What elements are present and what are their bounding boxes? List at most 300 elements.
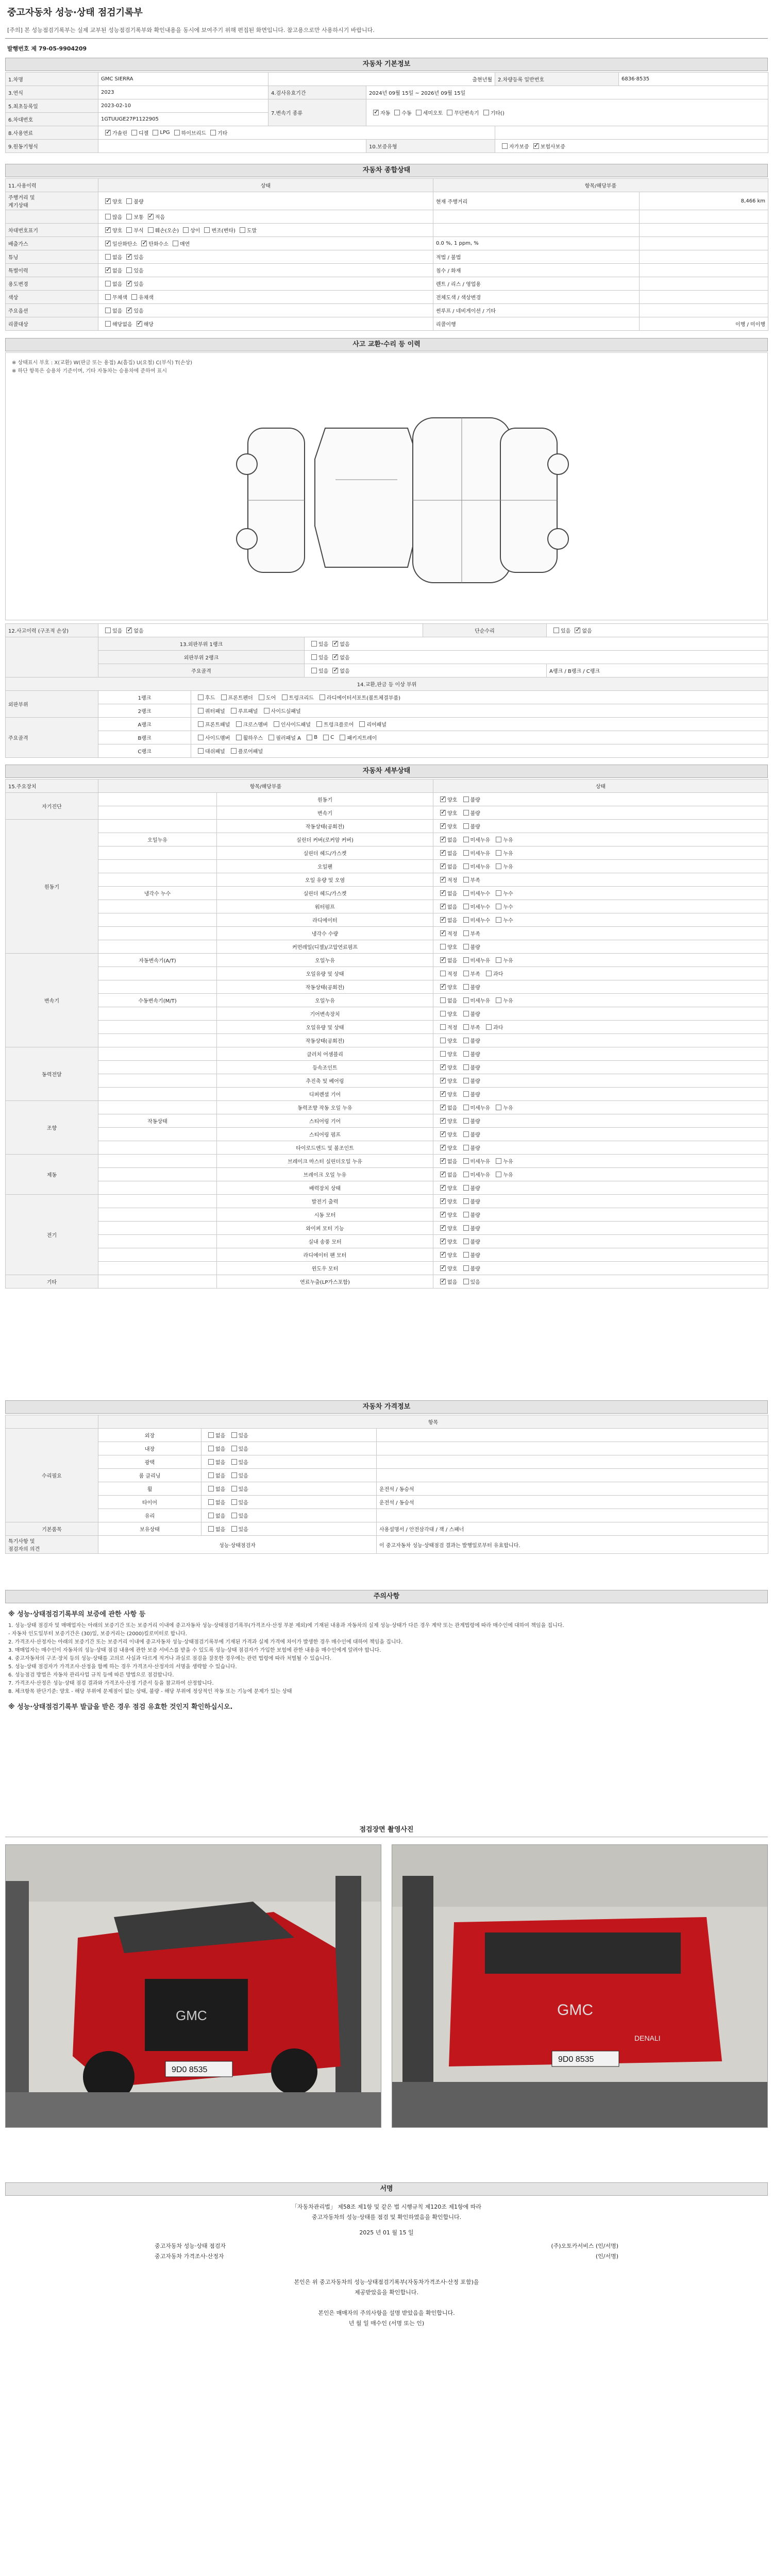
checkbox bbox=[126, 254, 132, 260]
status-options bbox=[201, 1496, 377, 1509]
checkbox-label: 적음 bbox=[155, 215, 165, 221]
checkbox-label: 누유 bbox=[503, 1159, 513, 1165]
checkbox-label: 양호 bbox=[447, 945, 458, 951]
checkbox-label: 누유 bbox=[503, 838, 513, 843]
table-row bbox=[6, 1061, 768, 1074]
status-options bbox=[433, 1235, 768, 1248]
checkbox bbox=[463, 1024, 469, 1030]
status-options bbox=[433, 1088, 768, 1101]
row-value bbox=[640, 277, 768, 291]
table-row bbox=[6, 624, 768, 637]
notice-line: 4. 중고자동차의 구조·장치 등의 성능·상태를 고의로 사실과 다르게 적거나 과실로 점검을 잘못한 경우에는 관련 법령에 따라 처벌될 수 있습니다. bbox=[8, 1656, 331, 1662]
checkbox bbox=[463, 1038, 469, 1043]
row-extra: 썬루프 / 네비게이션 / 기타 bbox=[433, 304, 640, 317]
checkbox bbox=[440, 823, 446, 829]
checkbox bbox=[440, 850, 446, 856]
checkbox-label: 불량 bbox=[470, 1092, 480, 1098]
checkbox bbox=[173, 241, 178, 246]
checkbox bbox=[463, 904, 469, 909]
checkbox bbox=[208, 1459, 214, 1465]
row-label bbox=[6, 210, 98, 224]
table-header-row bbox=[6, 179, 768, 192]
checkbox-label: 없음 bbox=[447, 918, 458, 924]
checkbox-label: 있음 bbox=[561, 629, 571, 634]
checkbox-label: 매연 bbox=[179, 242, 190, 247]
status-options bbox=[433, 940, 768, 954]
status-options bbox=[433, 793, 768, 806]
checkbox-label: 플로어패널 bbox=[238, 749, 263, 755]
column-header: 항목 bbox=[98, 1415, 768, 1429]
item-label: 연료누출(LP가스포함) bbox=[217, 1275, 433, 1289]
notice-line: 5. 성능·상태 점검자가 가격조사·산정을 함께 하는 경우 가격조사·산정자의 서명을 생략할 수 있습니다. bbox=[8, 1664, 237, 1670]
checkbox-label: 프론트패널 bbox=[205, 722, 230, 728]
checkbox bbox=[259, 694, 264, 700]
table-row bbox=[6, 317, 768, 331]
table-row bbox=[6, 86, 768, 99]
checkbox bbox=[440, 810, 446, 816]
item-label: 와이퍼 모터 기능 bbox=[217, 1222, 433, 1235]
row-label: 단순수리 bbox=[423, 624, 547, 637]
checkbox-label: 불량 bbox=[470, 1146, 480, 1151]
section-sign: 서명 bbox=[5, 2182, 768, 2196]
checkbox bbox=[440, 1198, 446, 1204]
row-extra bbox=[377, 1442, 768, 1455]
row-label: 리콜대상 bbox=[6, 317, 98, 331]
table-row bbox=[6, 250, 768, 264]
checkbox bbox=[483, 110, 489, 115]
wheel-icon bbox=[548, 454, 568, 474]
checkbox-label: 불량 bbox=[470, 1012, 480, 1018]
sub-label: 작동상태 bbox=[98, 1114, 217, 1128]
table-row bbox=[6, 873, 768, 887]
sub-label bbox=[98, 806, 217, 820]
checkbox-label: B bbox=[314, 735, 318, 740]
outer-rank2-options bbox=[305, 651, 768, 664]
checkbox-label: 있음 bbox=[318, 642, 329, 648]
status-options bbox=[201, 1429, 377, 1442]
checkbox bbox=[486, 971, 492, 976]
table-row bbox=[6, 1509, 768, 1522]
table-row bbox=[6, 1429, 768, 1442]
checkbox bbox=[502, 143, 508, 149]
checkbox-label: 미세누유 bbox=[470, 838, 491, 843]
checkbox-label: 없음 bbox=[582, 629, 592, 634]
sub-label bbox=[98, 1061, 217, 1074]
item-label: 실내 송풍 모터 bbox=[217, 1235, 433, 1248]
checkbox bbox=[463, 1172, 469, 1177]
table-row bbox=[6, 651, 768, 664]
table-row bbox=[6, 1047, 768, 1061]
notice-line: 3. 매매업자는 매수인이 자동차의 성능·상태 점검 내용에 관한 보증 서비스를 받을 수 있도록 성능·상태 점검자가 가입한 보험에 관한 내용을 매수인에게 알려야 합니다. bbox=[8, 1648, 381, 1653]
checkbox bbox=[105, 308, 111, 313]
checkbox-label: 불량 bbox=[470, 945, 480, 951]
checkbox bbox=[231, 1472, 237, 1478]
warning-note: [주의] 본 성능점검기록부는 실제 교부된 성능점검기록부와 확인내용을 동시에 보여주기 위해 편집된 화면입니다. 참고용으로만 사용하시기 바랍니다. bbox=[7, 27, 375, 33]
checkbox bbox=[463, 1185, 469, 1191]
status-options bbox=[98, 224, 433, 237]
row-label: 7.변속기 종류 bbox=[268, 99, 366, 126]
table-header-row bbox=[6, 1415, 768, 1429]
checkbox bbox=[208, 1513, 214, 1518]
checkbox bbox=[126, 198, 132, 204]
checkbox bbox=[463, 1051, 469, 1057]
checkbox bbox=[463, 890, 469, 896]
checkbox-label: 부족 bbox=[470, 1025, 480, 1031]
sub-label bbox=[98, 873, 217, 887]
status-options bbox=[433, 1021, 768, 1034]
row-label: 출현년월 bbox=[268, 73, 495, 86]
checkbox bbox=[463, 1239, 469, 1244]
table-row bbox=[6, 1101, 768, 1114]
group-label: 동력전달 bbox=[6, 1047, 98, 1101]
checkbox-label: 사이드실패널 bbox=[271, 709, 301, 715]
checkbox-label: 불량 bbox=[470, 1039, 480, 1044]
checkbox bbox=[463, 1011, 469, 1016]
table-row bbox=[6, 1522, 768, 1536]
checkbox-label: 있음 bbox=[470, 1280, 480, 1285]
rank-label: 1랭크 bbox=[98, 691, 191, 704]
item-label: 기어변속장치 bbox=[217, 1007, 433, 1021]
checkbox bbox=[311, 654, 317, 660]
checkbox-label: 양호 bbox=[112, 228, 123, 234]
checkbox bbox=[440, 1279, 446, 1284]
checkbox bbox=[126, 281, 132, 286]
checkbox bbox=[463, 796, 469, 802]
checkbox bbox=[440, 904, 446, 909]
inspection-photo-rear bbox=[392, 1844, 768, 2128]
status-options bbox=[433, 1208, 768, 1222]
warranty-options bbox=[495, 140, 768, 153]
checkbox bbox=[440, 877, 446, 883]
status-options bbox=[433, 1155, 768, 1168]
checkbox bbox=[496, 1105, 501, 1110]
checkbox bbox=[373, 110, 379, 115]
remark: 이 중고자동차 성능·상태점검 결과는 발행일로부터 유효합니다. bbox=[377, 1536, 768, 1554]
row-label: 배출가스 bbox=[6, 237, 98, 250]
checkbox-label: 보험사보증 bbox=[540, 144, 565, 150]
status-options bbox=[201, 1522, 377, 1536]
sub-label bbox=[98, 860, 217, 873]
checkbox bbox=[221, 694, 227, 700]
sign-text: 본인은 매매자의 주의사항을 설명 받았음을 확인합니다. bbox=[318, 2310, 455, 2316]
frame-options bbox=[305, 664, 547, 677]
checkbox-label: 미세누유 bbox=[470, 998, 491, 1004]
table-row bbox=[6, 224, 768, 237]
checkbox-label: 부족 bbox=[470, 878, 480, 884]
checkbox bbox=[126, 628, 132, 633]
status-options bbox=[433, 846, 768, 860]
transmission-options bbox=[366, 99, 768, 126]
checkbox bbox=[533, 143, 539, 149]
checkbox bbox=[496, 917, 501, 923]
status-options bbox=[433, 927, 768, 940]
table-row bbox=[6, 1034, 768, 1047]
checkbox-label: 트렁크리드 bbox=[289, 696, 314, 701]
checkbox-label: 양호 bbox=[447, 1052, 458, 1058]
sub-label bbox=[98, 1034, 217, 1047]
checkbox bbox=[463, 1064, 469, 1070]
table-row bbox=[6, 927, 768, 940]
checkbox-label: 루프패널 bbox=[238, 709, 258, 715]
damage-diagram bbox=[5, 352, 768, 620]
checkbox-label: 후드 bbox=[205, 696, 215, 701]
checkbox bbox=[198, 735, 204, 740]
checkbox bbox=[183, 227, 189, 233]
item-label: 시동 모터 bbox=[217, 1208, 433, 1222]
table-row bbox=[6, 1088, 768, 1101]
checkbox-label: 디젤 bbox=[138, 131, 149, 137]
table-row bbox=[6, 277, 768, 291]
checkbox bbox=[231, 1446, 237, 1451]
checkbox-label: 없음 bbox=[133, 629, 144, 634]
checkbox-label: 없음 bbox=[447, 851, 458, 857]
status-options bbox=[433, 967, 768, 980]
row-extra bbox=[377, 1455, 768, 1469]
sub-label bbox=[98, 1021, 217, 1034]
checkbox-label: 패키지트레이 bbox=[347, 736, 377, 741]
checkbox bbox=[440, 1064, 446, 1070]
checkbox-label: 트렁크플로어 bbox=[324, 722, 354, 728]
outer-rank1-options bbox=[305, 637, 768, 651]
table-row bbox=[6, 677, 768, 691]
item-label: 오일팬 bbox=[217, 860, 433, 873]
row-extra bbox=[377, 1469, 768, 1482]
table-row bbox=[6, 691, 768, 704]
sub-label: 수동변속기(M/T) bbox=[98, 994, 217, 1007]
checkbox bbox=[105, 628, 111, 633]
checkbox bbox=[268, 735, 274, 740]
row-label: 12.사고이력 (구조적 손상) bbox=[6, 624, 98, 637]
checkbox-label: 프론트펜더 bbox=[228, 696, 253, 701]
table-row bbox=[6, 1021, 768, 1034]
row-extra: 적법 / 불법 bbox=[433, 250, 640, 264]
table-row bbox=[6, 1455, 768, 1469]
checkbox bbox=[105, 254, 111, 260]
table-row bbox=[6, 793, 768, 806]
row-extra bbox=[433, 210, 640, 224]
checkbox bbox=[231, 1459, 237, 1465]
checkbox bbox=[440, 1212, 446, 1217]
checkbox bbox=[440, 1038, 446, 1043]
group-label: 수리필요 bbox=[6, 1429, 98, 1522]
checkbox bbox=[148, 214, 154, 219]
status-options bbox=[201, 1509, 377, 1522]
item-label: 오일누유 bbox=[217, 994, 433, 1007]
checkbox-label: 없음 bbox=[112, 268, 123, 274]
table-row bbox=[6, 887, 768, 900]
checkbox-label: 없음 bbox=[215, 1433, 226, 1439]
part-items bbox=[191, 704, 768, 718]
checkbox bbox=[131, 130, 137, 135]
row-label: 9.원동기형식 bbox=[6, 140, 98, 153]
first-registration: 2023-02-10 bbox=[98, 99, 268, 113]
item-label: 작동상태(공회전) bbox=[217, 1034, 433, 1047]
item-label: 광택 bbox=[98, 1455, 201, 1469]
table-row bbox=[6, 846, 768, 860]
item-label: 보유상태 bbox=[98, 1522, 201, 1536]
status-options bbox=[433, 1128, 768, 1141]
checkbox bbox=[105, 321, 111, 327]
checkbox-label: 크로스멤버 bbox=[243, 722, 268, 728]
checkbox bbox=[105, 281, 111, 286]
checkbox-label: 하이브리드 bbox=[181, 131, 206, 137]
row-extra: 사용설명서 / 안전삼각대 / 잭 / 스패너 bbox=[377, 1522, 768, 1536]
row-value bbox=[640, 224, 768, 237]
checkbox bbox=[126, 227, 132, 233]
checkbox bbox=[463, 997, 469, 1003]
checkbox bbox=[440, 1105, 446, 1110]
sub-label bbox=[98, 1262, 217, 1275]
checkbox bbox=[208, 1446, 214, 1451]
item-label: 원동기 bbox=[217, 793, 433, 806]
row-label: 3.연식 bbox=[6, 86, 98, 99]
item-label: 라디에이터 bbox=[217, 913, 433, 927]
row-label: 용도변경 bbox=[6, 277, 98, 291]
checkbox bbox=[440, 1091, 446, 1097]
row-label: 튜닝 bbox=[6, 250, 98, 264]
divider bbox=[5, 38, 768, 39]
status-options bbox=[98, 291, 433, 304]
checkbox bbox=[210, 130, 216, 135]
sub-label: 오일누유 bbox=[98, 833, 217, 846]
row-extra: 렌트 / 리스 / 영업용 bbox=[433, 277, 640, 291]
checkbox bbox=[463, 1145, 469, 1150]
car-name: GMC SIERRA bbox=[98, 73, 268, 86]
rank-label: B랭크 bbox=[98, 731, 191, 744]
notice-line: 1. 성능·상태 점검자 및 매매업자는 아래의 보증기간 또는 보증거리 이내에 중고자동차 성능·상태점검기록부(가격조사·산정 부분 제외)에 기재된 내용과 자동차의 실제 성능·상태가 다른 경우 계약 또는 관계법령에 따라 매수인에 대하여 책임을 집니다. bbox=[8, 1623, 564, 1629]
item-label: 휠 bbox=[98, 1482, 201, 1496]
part-items bbox=[191, 691, 768, 704]
checkbox-label: 상이 bbox=[190, 228, 200, 234]
sub-label bbox=[98, 1007, 217, 1021]
row-value bbox=[640, 237, 768, 250]
detail-table bbox=[5, 779, 768, 1289]
status-options bbox=[201, 1442, 377, 1455]
status-options bbox=[98, 264, 433, 277]
item-label: 워터펌프 bbox=[217, 900, 433, 913]
checkbox-label: 없음 bbox=[215, 1527, 226, 1533]
table-row bbox=[6, 1496, 768, 1509]
table-row bbox=[6, 833, 768, 846]
row-extra bbox=[433, 224, 640, 237]
car-outline-diagram bbox=[6, 377, 768, 619]
checkbox-label: 필러패널 A bbox=[276, 736, 301, 741]
table-row bbox=[6, 980, 768, 994]
checkbox bbox=[105, 294, 111, 300]
wheel-icon bbox=[548, 529, 568, 549]
legend-line: ※ 상태표시 부호 : X(교환) W(판금 또는 용접) A(흠집) U(요철) C(부식) T(손상) bbox=[12, 360, 193, 366]
checkbox-label: 인사이드패널 bbox=[281, 722, 311, 728]
notice-line: - 자동차 인도일부터 보증기간은 (30)일, 보증거리는 (2000)킬로미터로 합니다. bbox=[8, 1631, 187, 1637]
checkbox bbox=[153, 130, 158, 135]
checkbox-label: 있음 bbox=[238, 1433, 248, 1439]
checkbox-label: 누유 bbox=[503, 958, 513, 964]
checkbox-label: 있음 bbox=[238, 1473, 248, 1479]
checkbox-label: 없음 bbox=[215, 1447, 226, 1452]
table-row bbox=[6, 1208, 768, 1222]
checkbox-label: 누수 bbox=[503, 905, 513, 910]
item-label: 외장 bbox=[98, 1429, 201, 1442]
checkbox-label: 양호 bbox=[447, 1253, 458, 1259]
status-options bbox=[98, 250, 433, 264]
table-row bbox=[6, 664, 768, 677]
column-header: 15.주요장치 bbox=[6, 779, 98, 793]
table-row bbox=[6, 718, 768, 731]
table-row bbox=[6, 1168, 768, 1181]
status-options bbox=[433, 806, 768, 820]
checkbox bbox=[463, 1118, 469, 1124]
checkbox bbox=[463, 810, 469, 816]
checkbox bbox=[463, 1078, 469, 1083]
item-label: 변속기 bbox=[217, 806, 433, 820]
license-plate: 9D0 8535 bbox=[172, 2065, 208, 2074]
status-options bbox=[433, 860, 768, 873]
row-label: 2.차량등록 일반번호 bbox=[495, 73, 619, 86]
checkbox-label: 양호 bbox=[447, 1226, 458, 1232]
checkbox bbox=[496, 890, 501, 896]
status-options bbox=[433, 1034, 768, 1047]
checkbox-label: 부식 bbox=[133, 228, 144, 234]
sign-date: 2025 년 01 월 15 일 bbox=[359, 2229, 414, 2236]
column-header: 11.사용이력 bbox=[6, 179, 98, 192]
row-extra: 전체도색 / 색상변경 bbox=[433, 291, 640, 304]
checkbox-label: 양호 bbox=[447, 1012, 458, 1018]
buyer-sign-line: 년 월 일 매수인 (서명 또는 인) bbox=[348, 2320, 425, 2327]
checkbox-label: 없음 bbox=[340, 669, 350, 674]
checkbox-label: 없음 bbox=[215, 1514, 226, 1519]
row-label: 주행거리 및 계기상태 bbox=[6, 192, 98, 210]
checkbox-label: 누유 bbox=[503, 865, 513, 870]
checkbox-label: 양호 bbox=[447, 1240, 458, 1245]
checkbox-label: 세미오토 bbox=[423, 111, 443, 116]
row-label: 외판부위 bbox=[6, 691, 98, 718]
checkbox-label: 자가보증 bbox=[509, 144, 529, 150]
checkbox-label: 불량 bbox=[470, 1199, 480, 1205]
status-options bbox=[433, 1222, 768, 1235]
notice-line: 2. 가격조사·산정자는 아래의 보증기간 또는 보증거리 이내에 중고자동차 성능·상태점검기록부에 기재된 가격과 실제 가격에 차이가 발생한 경우 매수인에 대하여 책임을 집니다. bbox=[8, 1639, 403, 1645]
status-options bbox=[433, 994, 768, 1007]
checkbox bbox=[231, 1432, 237, 1438]
table-row bbox=[6, 140, 768, 153]
sub-label bbox=[98, 1155, 217, 1168]
checkbox bbox=[274, 721, 279, 727]
checkbox bbox=[463, 823, 469, 829]
checkbox-label: 있음 bbox=[238, 1460, 248, 1466]
group-label: 기본품목 bbox=[6, 1522, 98, 1536]
item-label: 스티어링 펌프 bbox=[217, 1128, 433, 1141]
item-label: 브레이크 마스터 실린더오일 누유 bbox=[217, 1155, 433, 1168]
table-row bbox=[6, 1114, 768, 1128]
table-row bbox=[6, 1222, 768, 1235]
checkbox-label: 미세누수 bbox=[470, 891, 491, 897]
checkbox-label: 불량 bbox=[470, 1266, 480, 1272]
status-options bbox=[433, 1141, 768, 1155]
checkbox-label: 탄화수소 bbox=[148, 242, 169, 247]
checkbox-label: 양호 bbox=[447, 1146, 458, 1151]
table-row bbox=[6, 1482, 768, 1496]
item-label: 등속조인트 bbox=[217, 1061, 433, 1074]
checkbox-label: 미세누유 bbox=[470, 1173, 491, 1178]
table-row bbox=[6, 1442, 768, 1455]
checkbox bbox=[440, 1131, 446, 1137]
checkbox-label: 양호 bbox=[447, 1132, 458, 1138]
checkbox bbox=[440, 863, 446, 869]
row-extra: 침수 / 화재 bbox=[433, 264, 640, 277]
checkbox-label: 누유 bbox=[503, 1173, 513, 1178]
checkbox bbox=[198, 694, 204, 700]
doc-number: 발행번호 제 79-05-9904209 bbox=[7, 45, 87, 52]
section-overall: 자동차 종합상태 bbox=[5, 164, 768, 177]
